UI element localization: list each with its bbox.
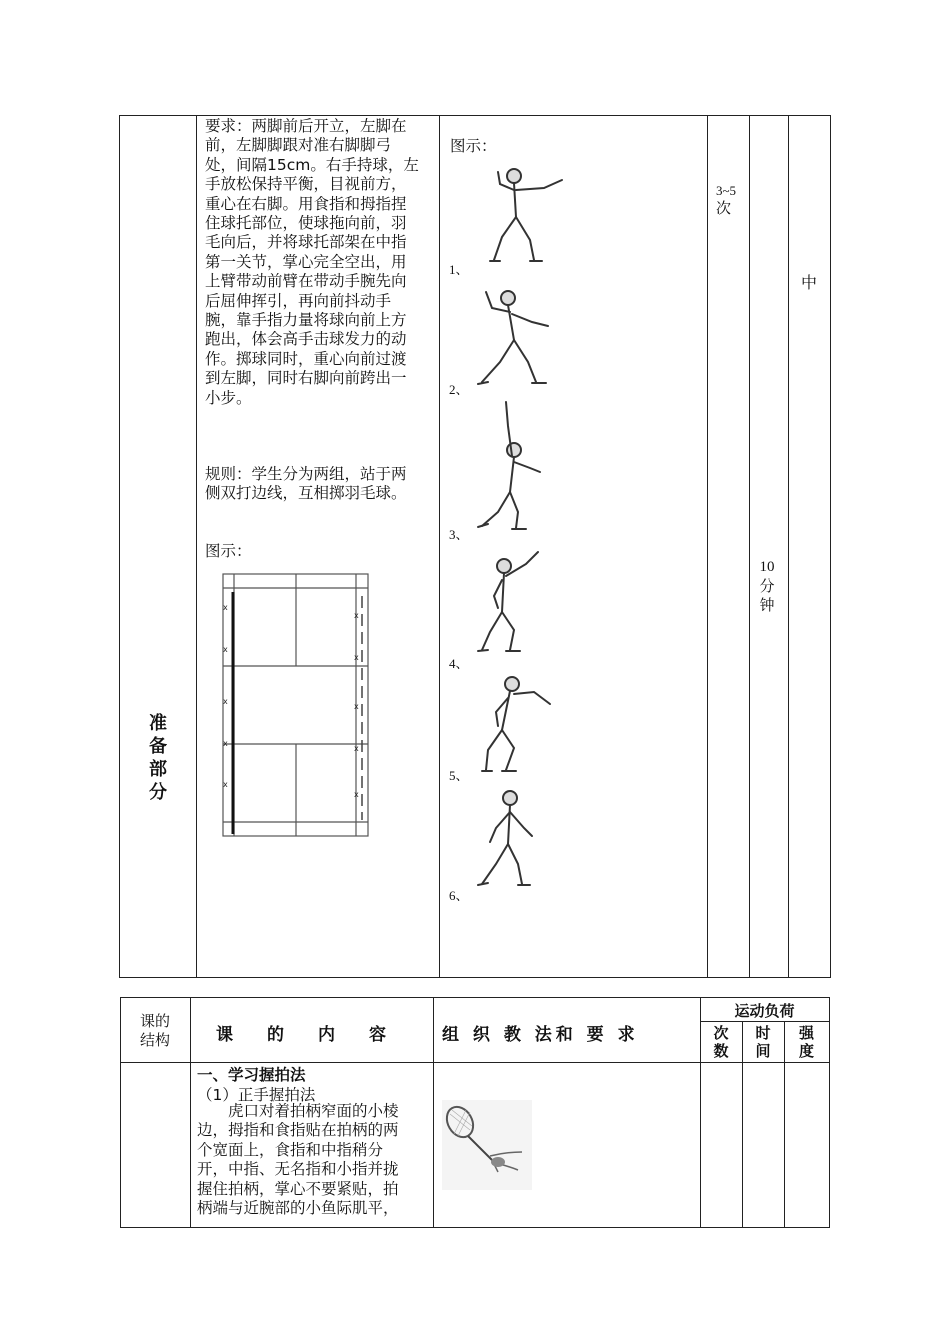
grip-heading: 一、学习握拍法 <box>197 1066 306 1084</box>
svg-text:x: x <box>223 697 228 706</box>
step-label-6: 6、 <box>449 888 469 903</box>
svg-text:x: x <box>354 611 359 620</box>
header-load: 运动负荷 <box>734 1002 795 1020</box>
header-intensity: 强 度 <box>798 1024 814 1060</box>
grip-description: 虎口对着拍柄窄面的小棱 边，拇指和食指贴在拍柄的两 个宽面上，食指和中指稍分 开，中指、无名指和小指并拢 握住拍柄，掌心不要紧贴，拍 柄端与近腕部的小鱼际肌平， <box>197 1102 399 1218</box>
content-illustration-label: 图示： <box>205 542 252 560</box>
step-label-2: 2、 <box>449 382 469 397</box>
racket-grip-illustration <box>442 1100 532 1190</box>
throw-figure-1 <box>472 162 572 266</box>
throw-figure-2 <box>470 282 570 392</box>
step-label-1: 1、 <box>449 262 469 277</box>
header-count: 次 数 <box>713 1024 729 1060</box>
header-time: 时 间 <box>755 1024 771 1060</box>
throw-figure-5 <box>472 670 562 778</box>
step-label-5: 5、 <box>449 768 469 783</box>
count-value: 3~5 次 <box>716 183 737 217</box>
requirements-text: 要求：两脚前后开立，左脚在 前，左脚脚跟对准右脚脚弓 处，间隔15cm。右手持球，左 手放松保持平衡，目视前方， 重心在右脚。用食指和拇指捏 住球托部位，使球拖向前，羽 毛向后，并将球托部架在中指 第一关节，掌心完全空出，用 上臂带动前臂在带动手腕先向 后屈伸挥引，再向前抖动手 腕，靠手指力量将球向前上方 跑出，体会高手击球发力的动 作。掷球同时，重心向前过渡 到左脚，同时右脚向前跨出一 小步。 <box>205 117 419 407</box>
time-value: 10 分 钟 <box>759 559 775 614</box>
svg-text:x: x <box>223 739 228 748</box>
header-content: 课 的 内 容 <box>216 1025 386 1045</box>
intensity-value: 中 <box>801 273 818 292</box>
badminton-court-diagram <box>220 570 372 840</box>
throw-figure-4 <box>472 546 552 658</box>
header-method: 组 织 教 法和 要 求 <box>442 1025 639 1045</box>
throw-figure-3 <box>472 396 552 536</box>
svg-text:x: x <box>354 790 359 799</box>
svg-text:x: x <box>354 702 359 711</box>
header-structure: 课的 结构 <box>139 1012 170 1049</box>
method-illustration-label: 图示： <box>450 137 497 155</box>
rules-text: 规则：学生分为两组，站于两 侧双打边线，互相掷羽毛球。 <box>205 465 407 503</box>
section-label: 准 备 部 分 <box>149 713 167 803</box>
svg-text:x: x <box>223 645 228 654</box>
svg-text:x: x <box>223 780 228 789</box>
step-label-4: 4、 <box>449 656 469 671</box>
svg-text:x: x <box>354 653 359 662</box>
grip-subheading: （1）正手握拍法 <box>197 1086 316 1104</box>
throw-figure-6 <box>474 786 554 892</box>
step-label-3: 3、 <box>449 527 469 542</box>
svg-text:x: x <box>223 603 228 612</box>
svg-text:x: x <box>354 744 359 753</box>
